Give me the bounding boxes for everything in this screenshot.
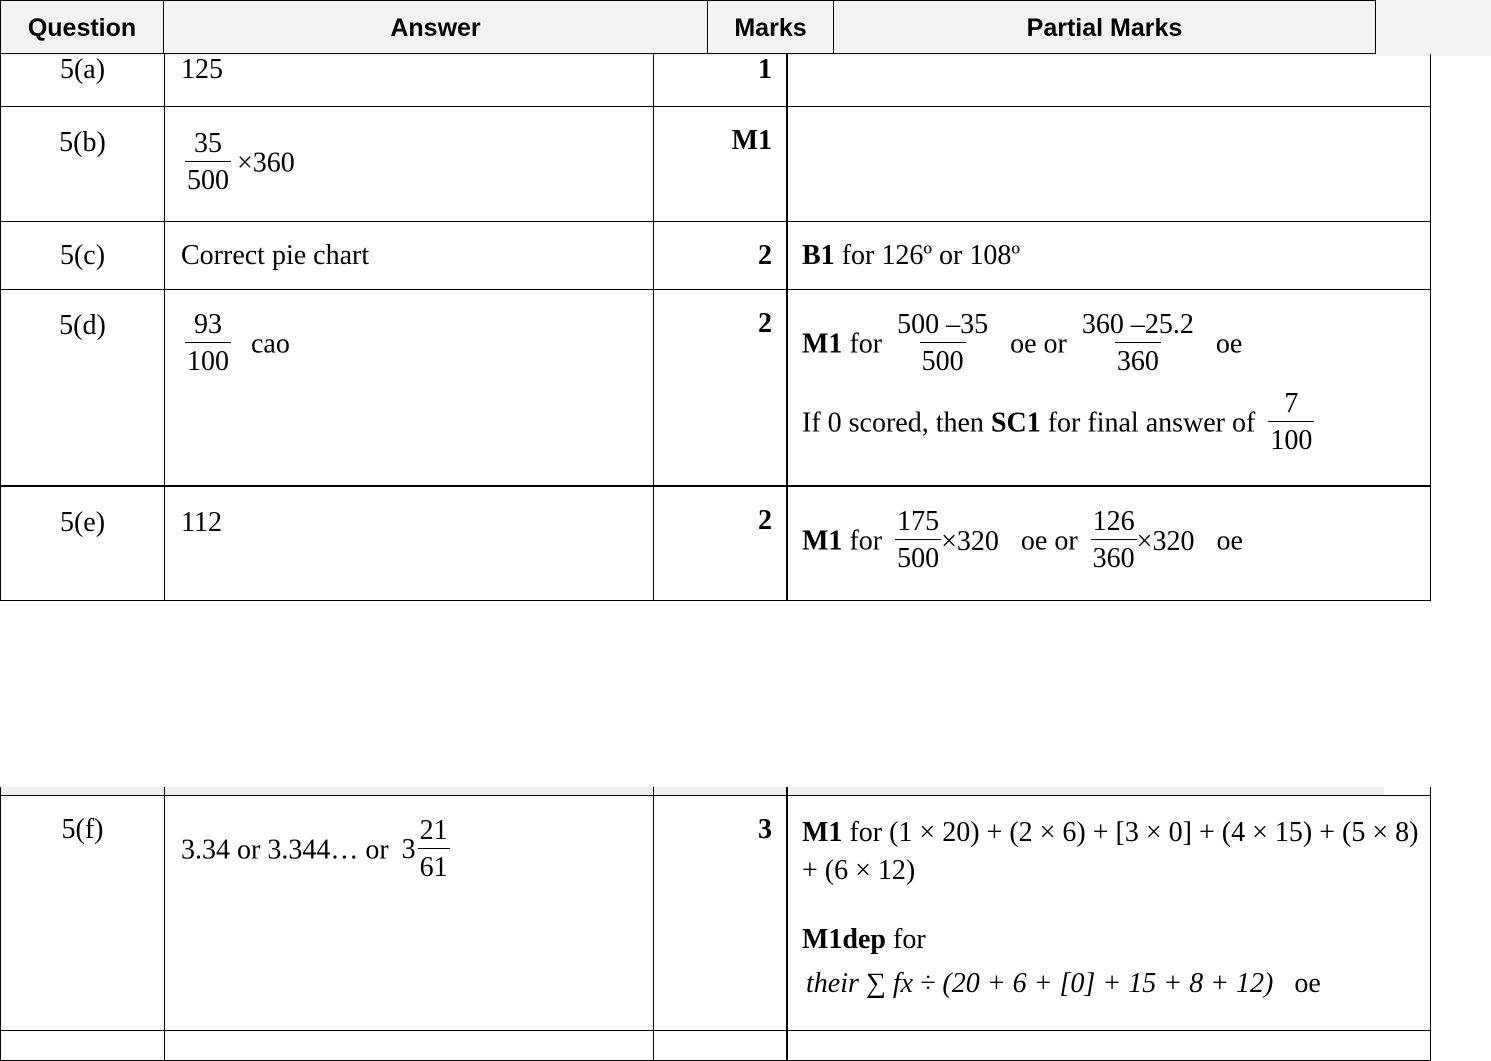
answer-cell: 3.34 or 3.344… or 3 $\frac{21}{61}$ — [165, 795, 654, 1030]
answer-cell: 112 — [165, 486, 654, 600]
partial-line-3: their ∑ fx ÷ (20 + 6 + [0] + 15 + 8 + 12) oe — [806, 967, 1321, 999]
question-cell: 5(b) — [1, 106, 165, 221]
partial-marks-cell — [787, 106, 1431, 221]
fraction: $\frac{7}{100}$ — [1268, 387, 1314, 460]
marks-cell: 2 — [654, 486, 788, 600]
question-cell: 5(f) — [1, 795, 165, 1030]
partial-marks-cell — [787, 795, 1431, 1030]
question-cell: 5(a) — [1, 54, 165, 106]
fraction: $\frac{35}{500}$ — [185, 127, 231, 200]
header-partial-marks: Partial Marks — [833, 0, 1376, 54]
fraction: $\frac{175}{500}$ — [895, 505, 941, 578]
table-row — [1, 289, 1431, 486]
partial-line-2: M1dep for — [802, 923, 926, 955]
answer-cell: $\frac{35}{500}$ ×360 — [165, 106, 654, 221]
answer-cell: 125 — [165, 54, 654, 106]
fraction: $\frac{360 -25.2}{360}$ — [1080, 308, 1196, 381]
question-cell: 5(d) — [1, 289, 165, 486]
table-row — [1, 54, 1431, 106]
fraction: $\frac{126}{360}$ — [1091, 505, 1137, 578]
table-row-spacer — [1, 787, 1431, 795]
table-row — [1, 1030, 1431, 1060]
marks-cell: 2 — [654, 289, 788, 486]
mark-scheme-table — [0, 54, 1431, 601]
answer-cell: $\frac{93}{100}$ cao — [165, 289, 654, 486]
partial-line-1: M1 for $\frac{500 -35}{500}$ oe or $\frac{360 -25.2}{360}$ oe — [802, 308, 1430, 381]
marks-cell: M1 — [654, 106, 788, 221]
partial-line-1: M1 for (1 × 20) + (2 × 6) + [3 × 0] + (4 × 15) + (5 × 8) + (6 × 12) — [802, 816, 1419, 886]
question-cell: 5(c) — [1, 221, 165, 289]
mark-scheme-table-continued — [0, 787, 1431, 1061]
fraction: $\frac{93}{100}$ — [185, 308, 231, 381]
partial-marks-cell — [787, 289, 1431, 486]
question-cell: 5(e) — [1, 486, 165, 600]
marks-cell: 2 — [654, 221, 788, 289]
table-row — [1, 221, 1431, 289]
partial-line-2: If 0 scored, then SC1 for final answer of $\frac{7}{100}$ — [802, 387, 1430, 460]
marks-cell: 3 — [654, 795, 788, 1030]
table-row — [1, 106, 1431, 221]
answer-cell: Correct pie chart — [165, 221, 654, 289]
header-answer: Answer — [163, 0, 708, 54]
partial-marks-cell: M1 for $\frac{175}{500}$ ×320 oe or $\frac{126}{360}$ ×320 oe — [787, 486, 1431, 600]
marks-cell: 1 — [654, 54, 788, 106]
partial-marks-cell — [787, 54, 1431, 106]
table-row — [1, 486, 1431, 600]
partial-marks-cell: B1 for 126º or 108º — [787, 221, 1431, 289]
header-question: Question — [0, 0, 164, 54]
table-row — [1, 795, 1431, 1030]
fraction: $\frac{21}{61}$ — [418, 814, 450, 887]
fraction: $\frac{500 -35}{500}$ — [895, 308, 990, 381]
header-marks: Marks — [707, 0, 834, 54]
